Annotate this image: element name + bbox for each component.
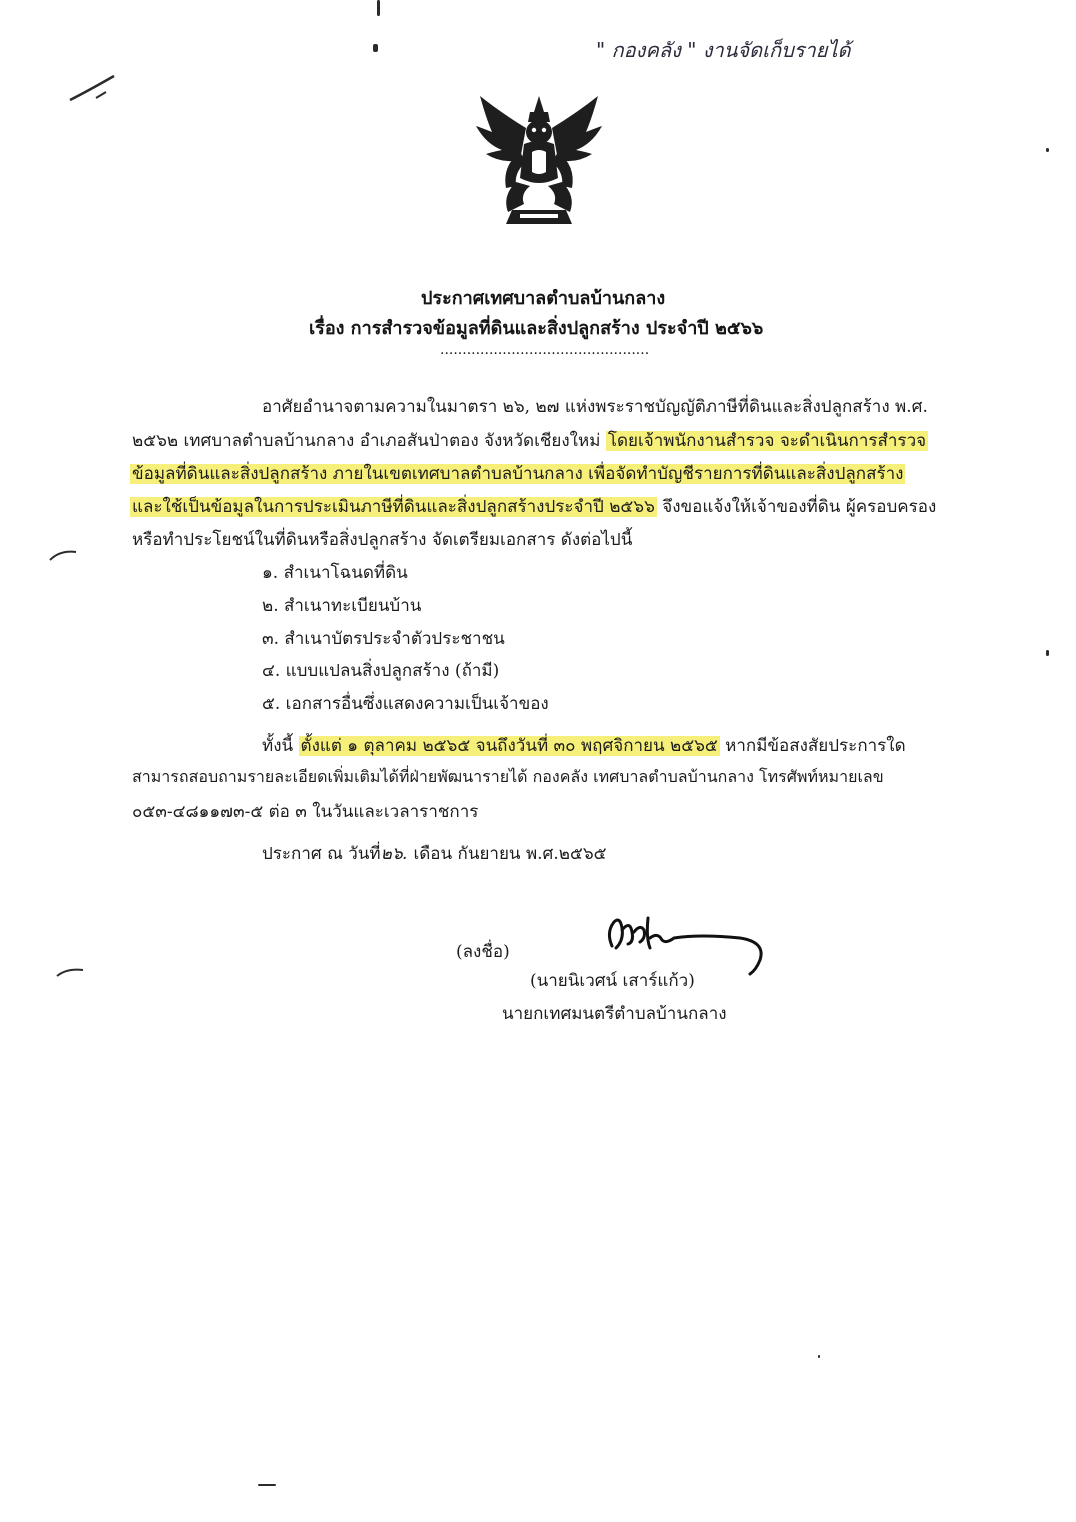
scan-speck	[258, 1484, 276, 1486]
paragraph-1-line-1: อาศัยอำนาจตามความในมาตรา ๒๖, ๒๗ แห่งพระราชบัญญัติภาษีที่ดินและสิ่งปลูกสร้าง พ.ศ.	[262, 397, 928, 417]
paragraph-2-line-1-text: ทั้งนี้	[262, 736, 299, 756]
document-list-item: ๔. แบบแปลนสิ่งปลูกสร้าง (ถ้ามี)	[262, 661, 500, 681]
paragraph-2-line-1-rest: หากมีข้อสงสัยประการใด	[719, 736, 906, 756]
signer-position: นายกเทศมนตรีตำบลบ้านกลาง	[502, 1004, 727, 1024]
document-list-item: ๒. สำเนาทะเบียนบ้าน	[262, 596, 422, 616]
paragraph-1-line-2	[132, 427, 928, 454]
highlighted-text: ตั้งแต่ ๑ ตุลาคม ๒๕๖๕ จนถึงวันที่ ๓๐ พฤศจิกายน ๒๕๖๕	[300, 736, 718, 756]
date-suffix: เดือน กันยายน พ.ศ.๒๕๖๕	[408, 844, 607, 864]
document-list-item: ๑. สำเนาโฉนดที่ดิน	[262, 563, 408, 583]
announcement-date	[262, 840, 606, 867]
paragraph-1-line-4	[130, 493, 936, 520]
paragraph-2-line-2: สามารถสอบถามรายละเอียดเพิ่มเติมได้ที่ฝ่ายพัฒนารายได้ กองคลัง เทศบาลตำบลบ้านกลาง โทรศัพท์หมายเลข	[132, 767, 884, 786]
paragraph-1-line-5: หรือทำประโยชน์ในที่ดินหรือสิ่งปลูกสร้าง จัดเตรียมเอกสาร ดังต่อไปนี้	[132, 530, 633, 550]
garuda-emblem-icon	[472, 92, 606, 228]
document-title: ประกาศเทศบาลตำบลบ้านกลาง	[421, 288, 666, 309]
document-subject: เรื่อง การสำรวจข้อมูลที่ดินและสิ่งปลูกสร้าง ประจำปี ๒๕๖๖	[309, 318, 764, 339]
sign-label: (ลงชื่อ)	[456, 942, 510, 962]
paragraph-2-line-1	[262, 732, 906, 759]
pen-stroke-mark	[66, 72, 120, 106]
pen-stroke-mark	[48, 548, 78, 564]
date-day-handwritten: ๒๖.	[380, 844, 409, 864]
paragraph-1-line-2-text: ๒๕๖๒ เทศบาลตำบลบ้านกลาง อำเภอสันป่าตอง จังหวัดเชียงใหม่	[132, 431, 606, 451]
highlighted-text: โดยเจ้าพนักงานสำรวจ จะดำเนินการสำรวจ	[607, 431, 927, 451]
scan-speck	[818, 1355, 820, 1358]
handwritten-note: " กองคลัง " งานจัดเก็บรายได้	[596, 38, 851, 62]
scan-speck	[1046, 148, 1049, 152]
pen-stroke-mark	[55, 966, 85, 980]
title-separator: ...............................................	[440, 342, 650, 358]
highlighted-text: ข้อมูลที่ดินและสิ่งปลูกสร้าง ภายในเขตเทศบาลตำบลบ้านกลาง เพื่อจัดทำบัญชีรายการที่ดินและสิ่งปลูกสร้าง	[132, 464, 904, 484]
paragraph-2-line-3: ๐๕๓-๔๘๑๑๗๓-๕ ต่อ ๓ ในวันและเวลาราชการ	[132, 802, 479, 822]
signer-name: (นายนิเวศน์ เสาร์แก้ว)	[530, 971, 695, 991]
scan-speck	[377, 0, 380, 16]
paragraph-1-line-4-text: จึงขอแจ้งให้เจ้าของที่ดิน ผู้ครอบครอง	[656, 497, 937, 517]
paragraph-1-line-3	[130, 460, 905, 487]
highlighted-text: และใช้เป็นข้อมูลในการประเมินภาษีที่ดินและสิ่งปลูกสร้างประจำปี ๒๕๖๖	[132, 497, 655, 517]
document-list-item: ๓. สำเนาบัตรประจำตัวประชาชน	[262, 629, 505, 649]
document-list-item: ๕. เอกสารอื่นซึ่งแสดงความเป็นเจ้าของ	[262, 694, 549, 714]
scan-speck	[373, 44, 378, 52]
date-prefix: ประกาศ ณ วันที่	[262, 844, 381, 864]
scan-speck	[1046, 650, 1049, 656]
